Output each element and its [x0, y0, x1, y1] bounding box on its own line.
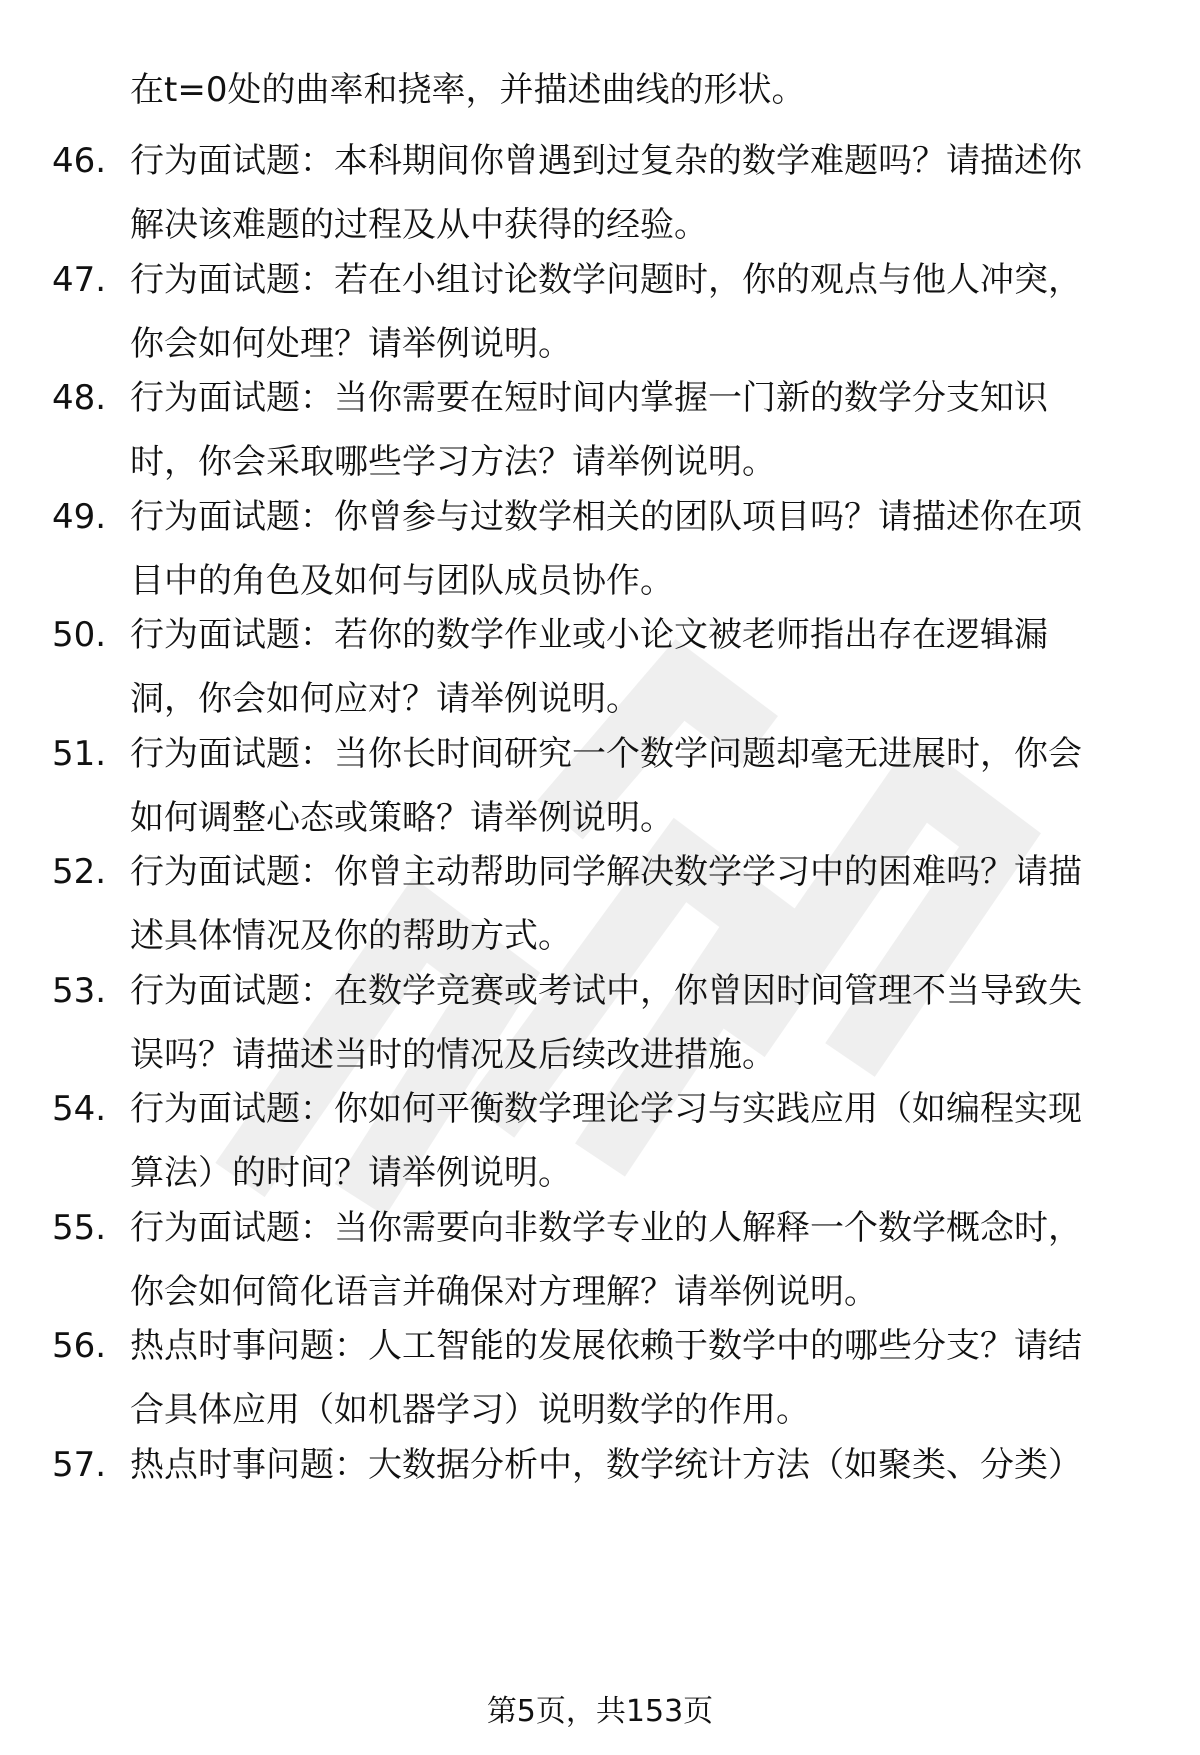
question-text [130, 1196, 1190, 1324]
question-text [130, 366, 1190, 494]
page-footer: 第5页，共153页 [486, 1694, 714, 1729]
question-line: 你会如何处理？请举例说明。 [130, 323, 572, 364]
question-text [130, 1077, 1190, 1205]
question-line: 行为面试题：若在小组讨论数学问题时，你的观点与他人冲突， [130, 259, 1082, 300]
question-text [130, 248, 1190, 376]
question-line: 解决该难题的过程及从中获得的经验。 [130, 205, 708, 245]
question-text [130, 485, 1190, 613]
question-line: 热点时事问题：大数据分析中，数学统计方法（如聚类、分类） [130, 1444, 1082, 1485]
question-line: 行为面试题：你曾参与过数学相关的团队项目吗？请描述你在项 [130, 496, 1082, 537]
question-line: 行为面试题：你如何平衡数学理论学习与实践应用（如编程实现 [130, 1089, 1082, 1129]
question-line: 行为面试题：你曾主动帮助同学解决数学学习中的困难吗？请描 [130, 852, 1082, 892]
question-line: 行为面试题：若你的数学作业或小论文被老师指出存在逻辑漏 [130, 615, 1048, 655]
question-line: 行为面试题：当你长时间研究一个数学问题却毫无进展时，你会 [130, 733, 1082, 774]
question-line: 行为面试题：在数学竞赛或考试中，你曾因时间管理不当导致失 [130, 970, 1082, 1011]
question-line: 洞，你会如何应对？请举例说明。 [130, 679, 640, 719]
question-text [130, 603, 1190, 731]
question-text [130, 129, 1190, 257]
question-number: 50. [52, 615, 107, 655]
question-text [130, 1314, 1190, 1442]
question-number: 47. [52, 259, 107, 300]
question-line: 行为面试题：当你需要在短时间内掌握一门新的数学分支知识 [130, 378, 1048, 418]
question-text [130, 959, 1190, 1087]
question-number: 57. [52, 1444, 107, 1485]
question-text [130, 1433, 1190, 1497]
question-number: 49. [52, 496, 107, 537]
question-number: 56. [52, 1326, 107, 1366]
continuation-text: 在t=0处的曲率和挠率，并描述曲线的形状。 [130, 70, 806, 110]
question-line: 算法）的时间？请举例说明。 [130, 1153, 572, 1193]
question-line: 合具体应用（如机器学习）说明数学的作用。 [130, 1390, 810, 1430]
question-number: 48. [52, 378, 107, 418]
question-text [130, 840, 1190, 968]
question-line: 时，你会采取哪些学习方法？请举例说明。 [130, 442, 776, 482]
question-line: 行为面试题：本科期间你曾遇到过复杂的数学难题吗？请描述你 [130, 141, 1082, 181]
question-line: 行为面试题：当你需要向非数学专业的人解释一个数学概念时， [130, 1207, 1082, 1248]
question-number: 53. [52, 970, 107, 1011]
question-line: 如何调整心态或策略？请举例说明。 [130, 797, 674, 838]
question-line: 目中的角色及如何与团队成员协作。 [130, 560, 674, 601]
question-number: 51. [52, 733, 107, 774]
question-line: 热点时事问题：人工智能的发展依赖于数学中的哪些分支？请结 [130, 1326, 1082, 1366]
question-number: 55. [52, 1207, 107, 1248]
question-line: 误吗？请描述当时的情况及后续改进措施。 [130, 1034, 776, 1075]
question-line: 你会如何简化语言并确保对方理解？请举例说明。 [130, 1271, 878, 1312]
question-line: 述具体情况及你的帮助方式。 [130, 916, 572, 956]
question-number: 46. [52, 141, 107, 181]
question-number: 52. [52, 852, 107, 892]
question-number: 54. [52, 1089, 107, 1129]
question-text [130, 722, 1190, 850]
